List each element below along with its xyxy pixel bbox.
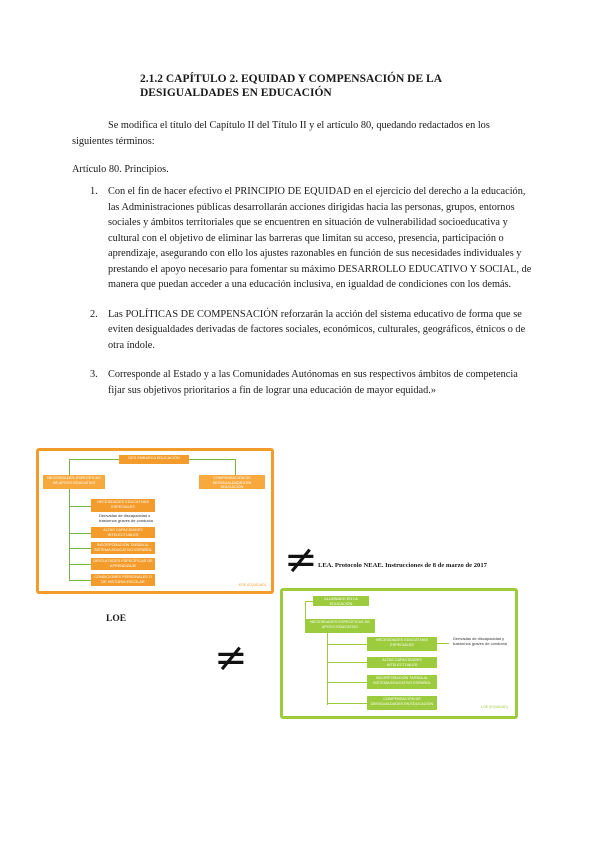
connector <box>69 580 91 581</box>
diagram-left-box: NECESIDADES ESPECÍFICAS DE APOYO EDUCATIVO <box>43 475 105 489</box>
diagram-top-box: DES EMBARCA EDUCACIÓN <box>119 455 189 464</box>
connector <box>69 459 119 460</box>
diagram-child-box: COMPENSACIÓN DE DESIGUALDADES EN EDUCACIÓN <box>367 696 437 710</box>
connector <box>69 506 91 507</box>
diagram-note: Derivadas de discapacidad y trastornos graves de conducta <box>453 636 507 646</box>
list-item <box>72 367 532 398</box>
connector <box>305 601 306 621</box>
diagram-child-box: INCORPORACIÓN TARDÍA AL SISTEMA EDUCATIVO ESPAÑOL <box>91 542 155 554</box>
connector <box>69 533 91 534</box>
connector <box>189 459 235 460</box>
diagram-child-box: DIFICULTADES ESPECÍFICAS DE APRENDIZAJE <box>91 558 155 570</box>
principles-list <box>72 184 532 398</box>
diagram-footer: LOE (EQUIDAD) <box>481 705 508 709</box>
article-heading: Artículo 80. Principios. <box>72 164 169 175</box>
diagram-child-box: CONDICIONES PERSONALES O DE HISTORIA ESCOLAR <box>91 574 155 586</box>
diagram-child-box: ALTAS CAPACIDADES INTELECTUALES <box>91 527 155 538</box>
diagram-note: Derivadas de discapacidad o trastornos graves de conducta <box>99 513 153 523</box>
not-equal-symbol: ≠ <box>214 635 248 681</box>
connector <box>305 601 313 602</box>
connector <box>69 459 70 475</box>
connector <box>327 644 367 645</box>
list-item <box>72 184 532 293</box>
diagram-child-box: ALTAS CAPACIDADES INTELECTUALES <box>367 657 437 668</box>
diagram-main-box: NECESIDADES ESPECÍFICAS DE APOYO EDUCATIVO <box>305 619 375 633</box>
connector <box>69 548 91 549</box>
section-title: 2.1.2 CAPÍTULO 2. EQUIDAD Y COMPENSACIÓN DE LA DESIGUALDADES EN EDUCACIÓN <box>140 73 442 99</box>
connector <box>235 459 236 475</box>
connector <box>327 703 367 704</box>
diagram-child-box: INCORPORACIÓN TARDÍA AL SISTEMA EDUCATIVO ESPAÑOL <box>367 675 437 689</box>
diagram-child-box: NECESIDADES EDUCATIVAS ESPECIALES <box>91 499 155 512</box>
list-number: 1. <box>90 186 98 197</box>
list-item <box>72 307 532 354</box>
connector <box>327 682 367 683</box>
diagram-child-box: NECESIDADES EDUCATIVAS ESPECIALES <box>367 637 437 651</box>
list-number: 2. <box>90 308 98 320</box>
intro-paragraph: Se modifica el título del Capítulo II del Título II y el artículo 80, quedando redactados en los siguientes términos: <box>72 120 490 147</box>
green-diagram <box>280 588 518 719</box>
list-text: Con el fin de hacer efectivo el PRINCIPIO DE EQUIDAD en el ejercicio del derecho a la educación, las Administraciones públicas desarrollarán acciones dirigidas hacia las personas, grupos, entornos sociales y ámbitos territoriales que se encuentren en situación de vulnerabilidad socioeducativa y cultural con el objetivo de eliminar las barreras que limitan su acceso, presencia, participación o aprendizaje, asegurando con ello los ajustes razonables en función de sus necesidades individuales y prestando el apoyo necesario para fomentar su máximo DESARROLLO EDUCATIVO Y SOCIAL, de manera que puedan acceder a una educación inclusiva, en igualdad de condiciones con los demás. <box>108 186 532 290</box>
list-number: 3. <box>90 369 98 380</box>
orange-diagram <box>36 448 274 594</box>
connector <box>327 662 367 663</box>
list-text: Corresponde al Estado y a las Comunidades Autónomas en sus respectivos ámbitos de competencia fijar sus objetivos prioritarios a fin de lograr una educación de mayor equidad.» <box>108 369 518 396</box>
diagram-footer: ESE (EQUIDAD) <box>239 583 266 587</box>
loe-label: LOE <box>106 614 127 624</box>
list-text: Las POLÍTICAS DE COMPENSACIÓN reforzarán la acción del sistema educativo de forma que se eviten desigualdades derivadas de factores sociales, económicos, culturales, geográficos, étnicos o de otra índole. <box>108 308 526 351</box>
connector <box>69 489 70 581</box>
diagram-right-box: COMPENSACIÓN DE DESIGUALDADES EN EDUCACIÓN <box>199 475 265 489</box>
not-equal-symbol: ≠ <box>284 537 318 583</box>
connector <box>437 643 449 644</box>
diagram-top-box: ALUMNADO EN LA EDUCACIÓN <box>313 596 369 606</box>
connector <box>69 564 91 565</box>
figure-caption: LEA. Protocolo NEAE. Instrucciones de 8 de marzo de 2017 <box>318 562 487 569</box>
